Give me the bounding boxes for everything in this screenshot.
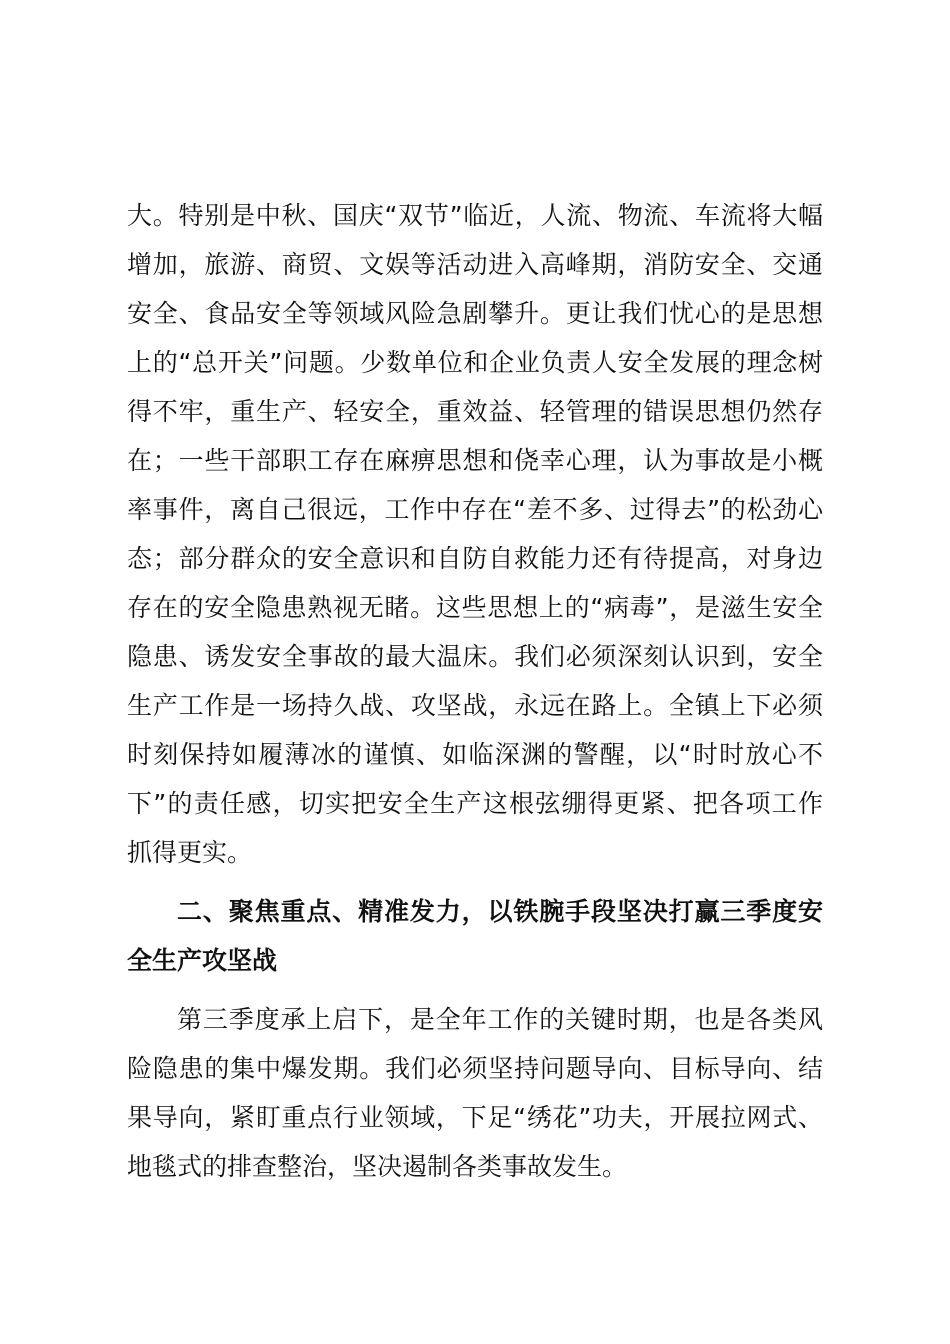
paragraph-line: 第三季度承上启下，是全年工作的关键时期，也是各类风 bbox=[177, 1005, 823, 1034]
paragraph-line: 态；部分群众的安全意识和自防自救能力还有待提高，对身边 bbox=[127, 544, 823, 573]
paragraph-line: 存在的安全隐患熟视无睹。这些思想上的“病毒”，是滋生安全 bbox=[127, 593, 823, 622]
paragraph-line: 隐患、诱发安全事故的最大温床。我们必须深刻认识到，安全 bbox=[127, 642, 823, 671]
paragraph-line: 率事件，离自己很远，工作中存在“差不多、过得去”的松劲心 bbox=[127, 495, 823, 524]
paragraph-line: 抓得更实。 bbox=[127, 838, 253, 867]
paragraph-line: 果导向，紧盯重点行业领域，下足“绣花”功夫，开展拉网式、 bbox=[127, 1103, 823, 1132]
paragraph-line: 安全、食品安全等领域风险急剧攀升。更让我们忧心的是思想 bbox=[127, 299, 823, 328]
paragraph-line: 生产工作是一场持久战、攻坚战，永远在路上。全镇上下必须 bbox=[127, 691, 823, 720]
paragraph-line: 险隐患的集中爆发期。我们必须坚持问题导向、目标导向、结 bbox=[127, 1054, 823, 1083]
heading-line: 全生产攻坚战 bbox=[127, 946, 278, 975]
heading-line: 二、聚焦重点、精准发力，以铁腕手段坚决打赢三季度安 bbox=[177, 897, 823, 926]
paragraph-line: 时刻保持如履薄冰的谨慎、如临深渊的警醒，以“时时放心不 bbox=[127, 740, 823, 769]
paragraph-line: 在；一些干部职工存在麻痹思想和侥幸心理，认为事故是小概 bbox=[127, 446, 823, 475]
paragraph-line: 得不牢，重生产、轻安全，重效益、轻管理的错误思想仍然存 bbox=[127, 397, 823, 426]
paragraph-line: 大。特别是中秋、国庆“双节”临近，人流、物流、车流将大幅 bbox=[127, 201, 823, 230]
paragraph-line: 增加，旅游、商贸、文娱等活动进入高峰期，消防安全、交通 bbox=[127, 250, 823, 279]
paragraph-line: 下”的责任感，切实把安全生产这根弦绷得更紧、把各项工作 bbox=[127, 789, 823, 818]
paragraph-line: 上的“总开关”问题。少数单位和企业负责人安全发展的理念树 bbox=[127, 348, 823, 377]
paragraph-line: 地毯式的排查整治，坚决遏制各类事故发生。 bbox=[127, 1152, 628, 1181]
